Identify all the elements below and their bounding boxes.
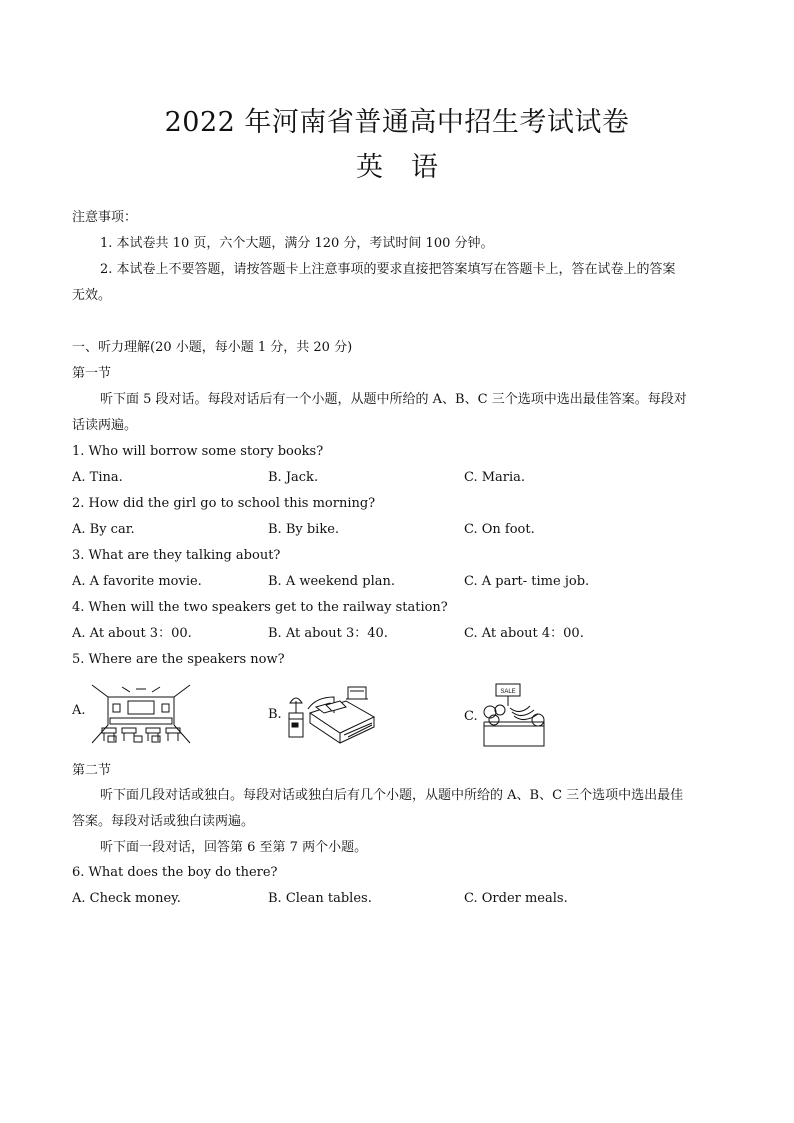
exam-title: 2022 年河南省普通高中招生考试试卷 [164,107,630,138]
question-stem: 4. When will the two speakers get to the railway station? [72,600,448,615]
notes-heading: 注意事项： [72,210,138,225]
part-instruction: 话读两遍。 [72,418,138,433]
question-stem: 6. What does the boy do there? [72,865,278,880]
part-instruction: 听下面几段对话或独白。每段对话或独白后有几个小题，从题中所给的 A、B、C 三个选项中选出最佳 [100,788,684,803]
picture-option-c-label: C. [464,709,478,724]
option-c: C. At about 4：00. [464,626,584,641]
option-b: B. By bike. [268,522,340,537]
option-a: A. A favorite movie. [72,574,202,589]
exam-subject: 英语 [356,152,466,183]
sale-sign-text: SALE [500,689,516,695]
option-a: A. By car. [72,522,135,537]
part-instruction: 答案。每段对话或独白读两遍。 [72,814,255,829]
question-stem: 1. Who will borrow some story books? [72,444,324,459]
bedroom-picture [286,683,378,745]
note-item: 2. 本试卷上不要答题，请按答题卡上注意事项的要求直接把答案填写在答题卡上，答在试卷上的答案 [100,262,676,277]
option-c: C. A part- time job. [464,574,590,589]
option-b: B. At about 3：40. [268,626,388,641]
question-stem: 2. How did the girl go to school this morning? [72,496,376,511]
option-b: B. Jack. [268,470,319,485]
part-instruction: 听下面 5 段对话。每段对话后有一个小题，从题中所给的 A、B、C 三个选项中选出最佳答案。每段对 [100,392,687,407]
note-item-continuation: 无效。 [72,288,112,303]
option-c: C. On foot. [464,522,535,537]
picture-option-a-label: A. [72,703,86,718]
question-stem: 5. Where are the speakers now? [72,652,285,667]
fruit-stall-picture [480,682,548,748]
option-a: A. Check money. [72,891,181,906]
part-title: 第二节 [72,763,112,778]
question-stem: 3. What are they talking about? [72,548,281,563]
picture-option-b-label: B. [268,707,282,722]
option-b: B. A weekend plan. [268,574,395,589]
option-b: B. Clean tables. [268,891,372,906]
option-a: A. Tina. [72,470,123,485]
option-c: C. Maria. [464,470,526,485]
part-title: 第一节 [72,366,112,381]
sub-instruction: 听下面一段对话，回答第 6 至第 7 两个小题。 [100,840,368,855]
option-c: C. Order meals. [464,891,568,906]
classroom-picture [88,683,194,745]
option-a: A. At about 3：00. [72,626,192,641]
note-item: 1. 本试卷共 10 页，六个大题，满分 120 分，考试时间 100 分钟。 [100,236,494,251]
section-heading: 一、听力理解(20 小题，每小题 1 分，共 20 分) [72,340,353,355]
